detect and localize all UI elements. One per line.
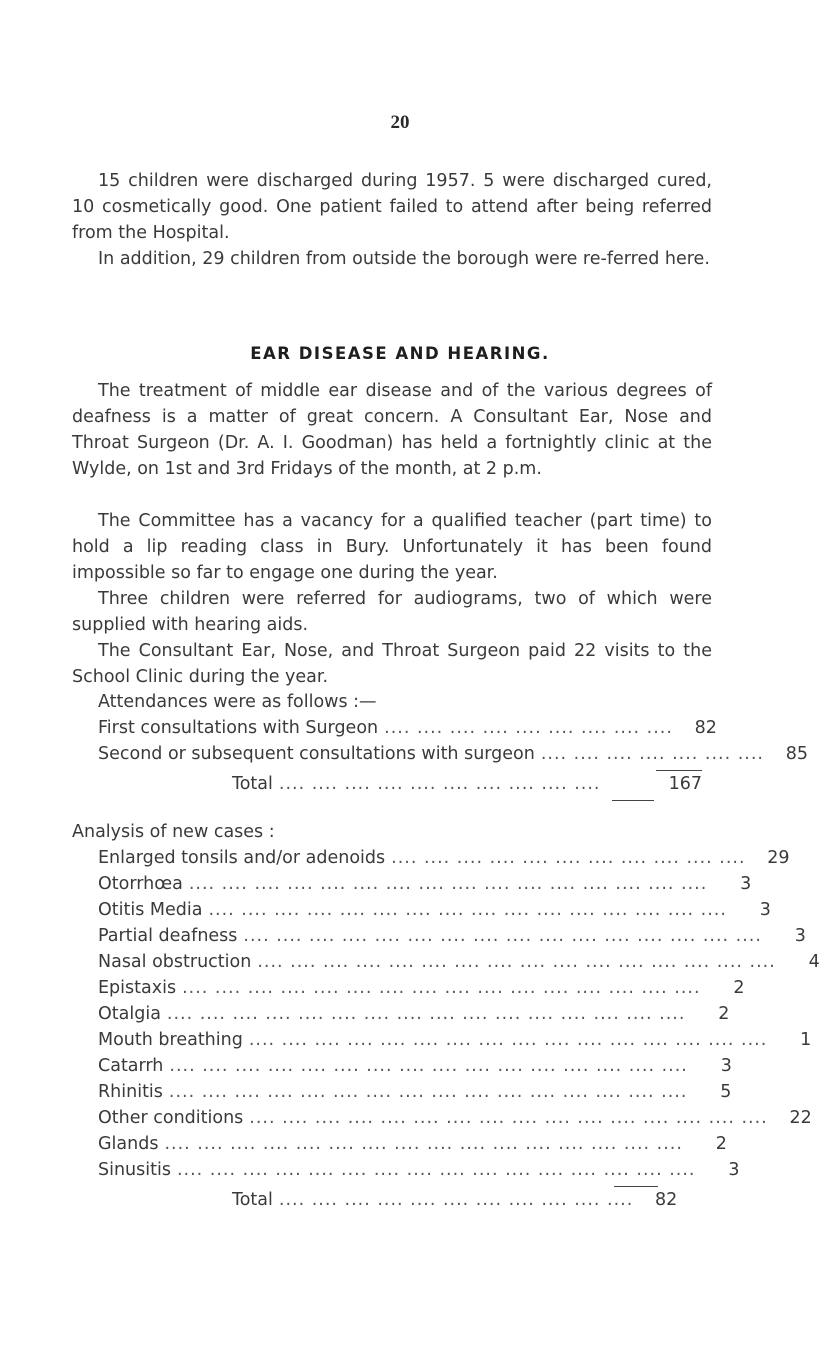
analysis-row xyxy=(98,924,806,948)
analysis-value: 3 xyxy=(740,874,752,894)
analysis-label: Epistaxis xyxy=(98,978,177,998)
analysis-row xyxy=(98,1002,730,1026)
section-paragraph-1: The treatment of middle ear disease and of the various degrees of deafness is a matter of great concern. A Consultant Ear, Nose and Throat Surgeon (Dr. A. I. Goodman) has held a fortnightly clinic at the Wylde, on 1st and 3rd Fridays of the month, at 2 p.m. xyxy=(72,381,712,479)
analysis-value: 2 xyxy=(733,978,745,998)
attendance-row xyxy=(98,742,808,766)
subtotal-rule xyxy=(614,1186,658,1187)
analysis-value: 4 xyxy=(808,952,820,972)
total-rule xyxy=(612,800,654,801)
subtotal-rule xyxy=(656,770,702,771)
leader-dots: .... .... .... .... .... .... .... xyxy=(540,744,764,764)
analysis-row xyxy=(98,976,745,1000)
analysis-value: 3 xyxy=(728,1160,740,1180)
analysis-row xyxy=(98,950,820,974)
analysis-value: 2 xyxy=(715,1134,727,1154)
attendance-total-label: Total xyxy=(232,774,273,794)
analysis-row xyxy=(98,898,771,922)
leader-dots: .... .... .... .... .... .... .... .... .... .... .... .... .... .... .... .... xyxy=(243,926,762,946)
attendance-total-row xyxy=(232,772,702,796)
leader-dots: .... .... .... .... .... .... .... .... .... .... .... .... .... .... .... .... xyxy=(249,1108,768,1128)
analysis-label: Enlarged tonsils and/or adenoids xyxy=(98,848,386,868)
analysis-label: Sinusitis xyxy=(98,1160,171,1180)
leader-dots: .... .... .... .... .... .... .... .... .... .... .... .... .... .... .... .... xyxy=(188,874,708,894)
analysis-label: Mouth breathing xyxy=(98,1030,243,1050)
analysis-label: Partial deafness xyxy=(98,926,238,946)
analysis-value: 2 xyxy=(718,1004,730,1024)
analysis-row xyxy=(98,1158,740,1182)
analysis-row xyxy=(98,1132,727,1156)
attendance-label: Second or subsequent consultations with surgeon xyxy=(98,744,535,764)
attendance-value: 85 xyxy=(785,744,808,764)
analysis-label: Otalgia xyxy=(98,1004,161,1024)
leader-dots: .... .... .... .... .... .... .... .... .... .... .... .... .... .... .... .... xyxy=(257,952,776,972)
intro-paragraph-1: 15 children were discharged during 1957. 5 were discharged cured, 10 cosmetically good. One patient failed to attend after being referred from the Hospital. xyxy=(72,171,712,243)
attendance-total-value: 167 xyxy=(668,774,702,794)
leader-dots: .... .... .... .... .... .... .... .... .... .... .... xyxy=(391,848,746,868)
leader-dots: .... .... .... .... .... .... .... .... .... .... .... xyxy=(278,1190,634,1210)
attendance-row xyxy=(98,716,717,740)
analysis-total-label: Total xyxy=(232,1190,273,1210)
leader-dots: .... .... .... .... .... .... .... .... .... .... .... .... .... .... .... .... xyxy=(182,978,701,998)
analysis-value: 29 xyxy=(767,848,790,868)
analysis-row xyxy=(98,846,790,870)
analysis-row xyxy=(98,1028,812,1052)
page-number: 20 xyxy=(390,112,410,133)
leader-dots: .... .... .... .... .... .... .... .... .... .... xyxy=(278,774,601,794)
analysis-value: 3 xyxy=(759,900,771,920)
leader-dots: .... .... .... .... .... .... .... .... .... .... .... .... .... .... .... .... xyxy=(176,1160,696,1180)
leader-dots: .... .... .... .... .... .... .... .... .... .... .... .... .... .... .... .... xyxy=(248,1030,768,1050)
analysis-total-value: 82 xyxy=(654,1190,678,1210)
analysis-label: Nasal obstruction xyxy=(98,952,252,972)
section-paragraph-3: Three children were referred for audiograms, two of which were supplied with hearing aids. xyxy=(72,589,712,635)
analysis-label: Catarrh xyxy=(98,1056,164,1076)
analysis-label: Otorrhœa xyxy=(98,874,183,894)
leader-dots: .... .... .... .... .... .... .... .... .... xyxy=(384,718,673,738)
leader-dots: .... .... .... .... .... .... .... .... .... .... .... .... .... .... .... .... xyxy=(208,900,727,920)
leader-dots: .... .... .... .... .... .... .... .... .... .... .... .... .... .... .... .... xyxy=(164,1134,683,1154)
analysis-row xyxy=(98,872,752,896)
leader-dots: .... .... .... .... .... .... .... .... .... .... .... .... .... .... .... .... xyxy=(168,1082,688,1102)
analysis-row xyxy=(98,1106,812,1130)
leader-dots: .... .... .... .... .... .... .... .... .... .... .... .... .... .... .... .... xyxy=(169,1056,688,1076)
analysis-value: 5 xyxy=(720,1082,732,1102)
analysis-value: 3 xyxy=(720,1056,732,1076)
analysis-label: Otitis Media xyxy=(98,900,203,920)
analysis-title: Analysis of new cases : xyxy=(72,822,275,842)
section-heading: EAR DISEASE AND HEARING. xyxy=(250,344,550,363)
section-paragraph-4: The Consultant Ear, Nose, and Throat Surgeon paid 22 visits to the School Clinic during the year. xyxy=(72,641,712,687)
analysis-value: 3 xyxy=(794,926,806,946)
intro-paragraph-2: In addition, 29 children from outside the borough were re-ferred here. xyxy=(98,249,710,269)
attendances-intro: Attendances were as follows :— xyxy=(98,692,377,712)
section-paragraph-2: The Committee has a vacancy for a qualified teacher (part time) to hold a lip reading class in Bury. Unfortunately it has been found impossible so far to engage one during the year. xyxy=(72,511,712,583)
analysis-value: 22 xyxy=(789,1108,812,1128)
analysis-row xyxy=(98,1080,732,1104)
attendance-label: First consultations with Surgeon xyxy=(98,718,379,738)
analysis-total-row xyxy=(232,1188,678,1212)
attendance-value: 82 xyxy=(694,718,717,738)
leader-dots: .... .... .... .... .... .... .... .... .... .... .... .... .... .... .... .... xyxy=(166,1004,686,1024)
analysis-value: 1 xyxy=(800,1030,812,1050)
analysis-label: Other conditions xyxy=(98,1108,244,1128)
analysis-label: Glands xyxy=(98,1134,159,1154)
analysis-label: Rhinitis xyxy=(98,1082,163,1102)
analysis-row xyxy=(98,1054,732,1078)
